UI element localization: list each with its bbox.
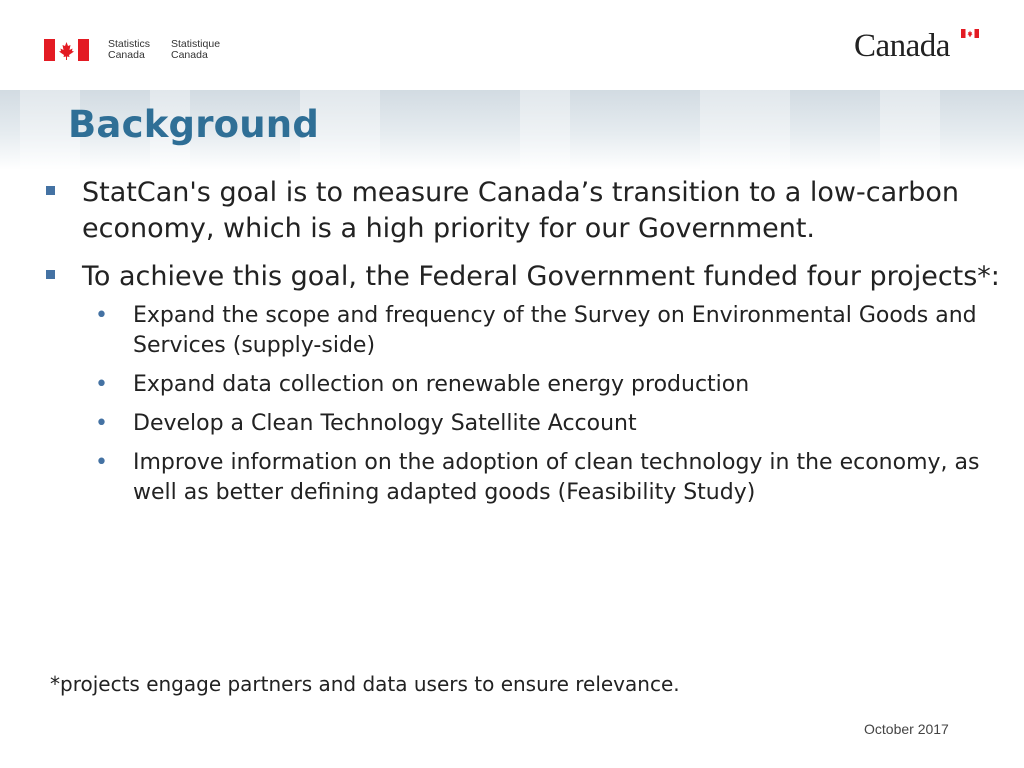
- sub-bullet-text: Improve information on the adoption of clean technology in the economy, as well as better defining adapted goods (Feasibility Study): [133, 450, 980, 505]
- signature-french: [171, 39, 220, 61]
- footnote: *projects engage partners and data users to ensure relevance.: [50, 672, 680, 696]
- signature-fr-line1: Statistique: [171, 38, 221, 50]
- wordmark-flag-icon: [961, 29, 979, 38]
- canada-flag-icon: [44, 39, 89, 61]
- sub-bullet-text: Expand data collection on renewable energy production: [133, 372, 750, 397]
- sub-bullet-item: [44, 301, 1004, 361]
- wordmark-text: Canada: [854, 28, 950, 64]
- canada-wordmark: [854, 24, 950, 64]
- square-bullet-icon: [46, 186, 55, 195]
- dot-bullet-icon: •: [95, 372, 108, 397]
- sub-bullet-item: [44, 409, 1004, 439]
- bullet-item: [44, 259, 1004, 295]
- bullet-item: [44, 175, 1004, 247]
- sub-bullet-item: [44, 448, 1004, 508]
- page-title: Background: [68, 103, 320, 146]
- signature-en-line2: Canada: [108, 49, 145, 61]
- signature-english: [108, 39, 150, 61]
- sub-bullet-text: Expand the scope and frequency of the Survey on Environmental Goods and Services (supply-side): [133, 303, 977, 358]
- slide-date: October 2017: [864, 721, 949, 737]
- signature-en-line1: Statistics: [108, 38, 151, 50]
- square-bullet-icon: [46, 270, 55, 279]
- dot-bullet-icon: •: [95, 411, 108, 436]
- slide-content: [44, 175, 1004, 517]
- bullet-text: To achieve this goal, the Federal Government funded four projects*:: [82, 261, 1000, 292]
- dot-bullet-icon: •: [95, 303, 108, 328]
- signature-fr-line2: Canada: [171, 49, 208, 61]
- sub-bullet-item: [44, 370, 1004, 400]
- sub-bullet-list: [44, 301, 1004, 508]
- sub-bullet-text: Develop a Clean Technology Satellite Account: [133, 411, 637, 436]
- fip-signature: [44, 39, 89, 61]
- bullet-text: StatCan's goal is to measure Canada’s transition to a low-carbon economy, which is a high priority for our Government.: [82, 177, 960, 244]
- dot-bullet-icon: •: [95, 450, 108, 475]
